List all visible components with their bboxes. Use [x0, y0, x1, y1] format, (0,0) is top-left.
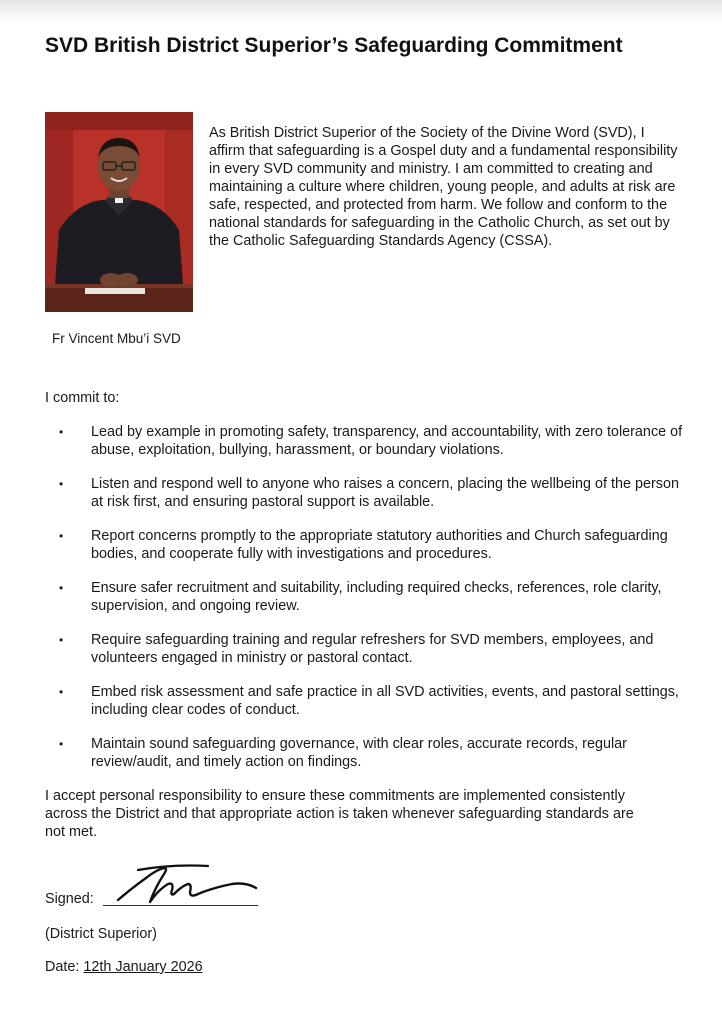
date-label: Date: — [45, 959, 80, 975]
portrait-photo — [45, 112, 193, 312]
document-title: SVD British District Superior’s Safeguarding Commitment — [45, 34, 623, 57]
commitment-text: Maintain sound safeguarding governance, with clear roles, accurate records, regular review/audit, and timely action on findings. — [91, 736, 627, 770]
photo-caption: Fr Vincent Mbu’i SVD — [52, 331, 181, 346]
intro-paragraph: As British District Superior of the Society of the Divine Word (SVD), I affirm that safeguarding is a Gospel duty and a fundamental responsibility in every SVD community and ministry. I am committed to creating and maintaining a culture where children, young people, and adults at risk are safe, respected, and protected from harm. We follow and conform to the national standards for safeguarding in the Catholic Church, as set out by the Catholic Safeguarding Standards Agency (CSSA). — [209, 125, 678, 249]
bullet-icon: • — [59, 581, 64, 595]
bullet-icon: • — [59, 477, 64, 491]
commitment-text: Listen and respond well to anyone who raises a concern, placing the wellbeing of the person at risk first, and ensuring pastoral support is available. — [91, 476, 679, 510]
commitment-text: Embed risk assessment and safe practice in all SVD activities, events, and pastoral settings, including clear codes of conduct. — [91, 684, 679, 718]
commitment-list — [45, 423, 685, 787]
commitment-text: Report concerns promptly to the appropriate statutory authorities and Church safeguarding bodies, and cooperate fully with investigations and procedures. — [91, 528, 668, 562]
bullet-icon: • — [59, 633, 64, 647]
responsibility-paragraph: I accept personal responsibility to ensure these commitments are implemented consistently across the District and that appropriate action is taken whenever safeguarding standards are not met. — [45, 788, 634, 840]
commitment-text: Lead by example in promoting safety, transparency, and accountability, with zero tolerance of abuse, exploitation, bullying, harassment, or boundary violations. — [91, 424, 683, 458]
commitment-text: Ensure safer recruitment and suitability, including required checks, references, role clarity, supervision, and ongoing review. — [91, 580, 662, 614]
bullet-icon: • — [59, 685, 64, 699]
bullet-icon: • — [59, 737, 64, 751]
list-item — [45, 735, 685, 771]
bullet-icon: • — [59, 529, 64, 543]
page-edge-shadow — [0, 0, 722, 22]
list-item — [45, 579, 685, 615]
list-item — [45, 423, 685, 459]
commit-heading: I commit to: — [45, 390, 120, 406]
list-item — [45, 683, 685, 719]
list-item — [45, 527, 685, 563]
signatory-role: (District Superior) — [45, 926, 157, 942]
commitment-text: Require safeguarding training and regular refreshers for SVD members, employees, and volunteers engaged in ministry or pastoral contact. — [91, 632, 654, 666]
list-item — [45, 631, 685, 667]
date-row — [45, 958, 203, 976]
date-value: 12th January 2026 — [83, 959, 203, 975]
list-item — [45, 475, 685, 511]
signed-label: Signed: — [45, 891, 94, 907]
portrait-photo-icon — [45, 112, 193, 312]
signature-icon — [112, 860, 262, 910]
bullet-icon: • — [59, 425, 64, 439]
